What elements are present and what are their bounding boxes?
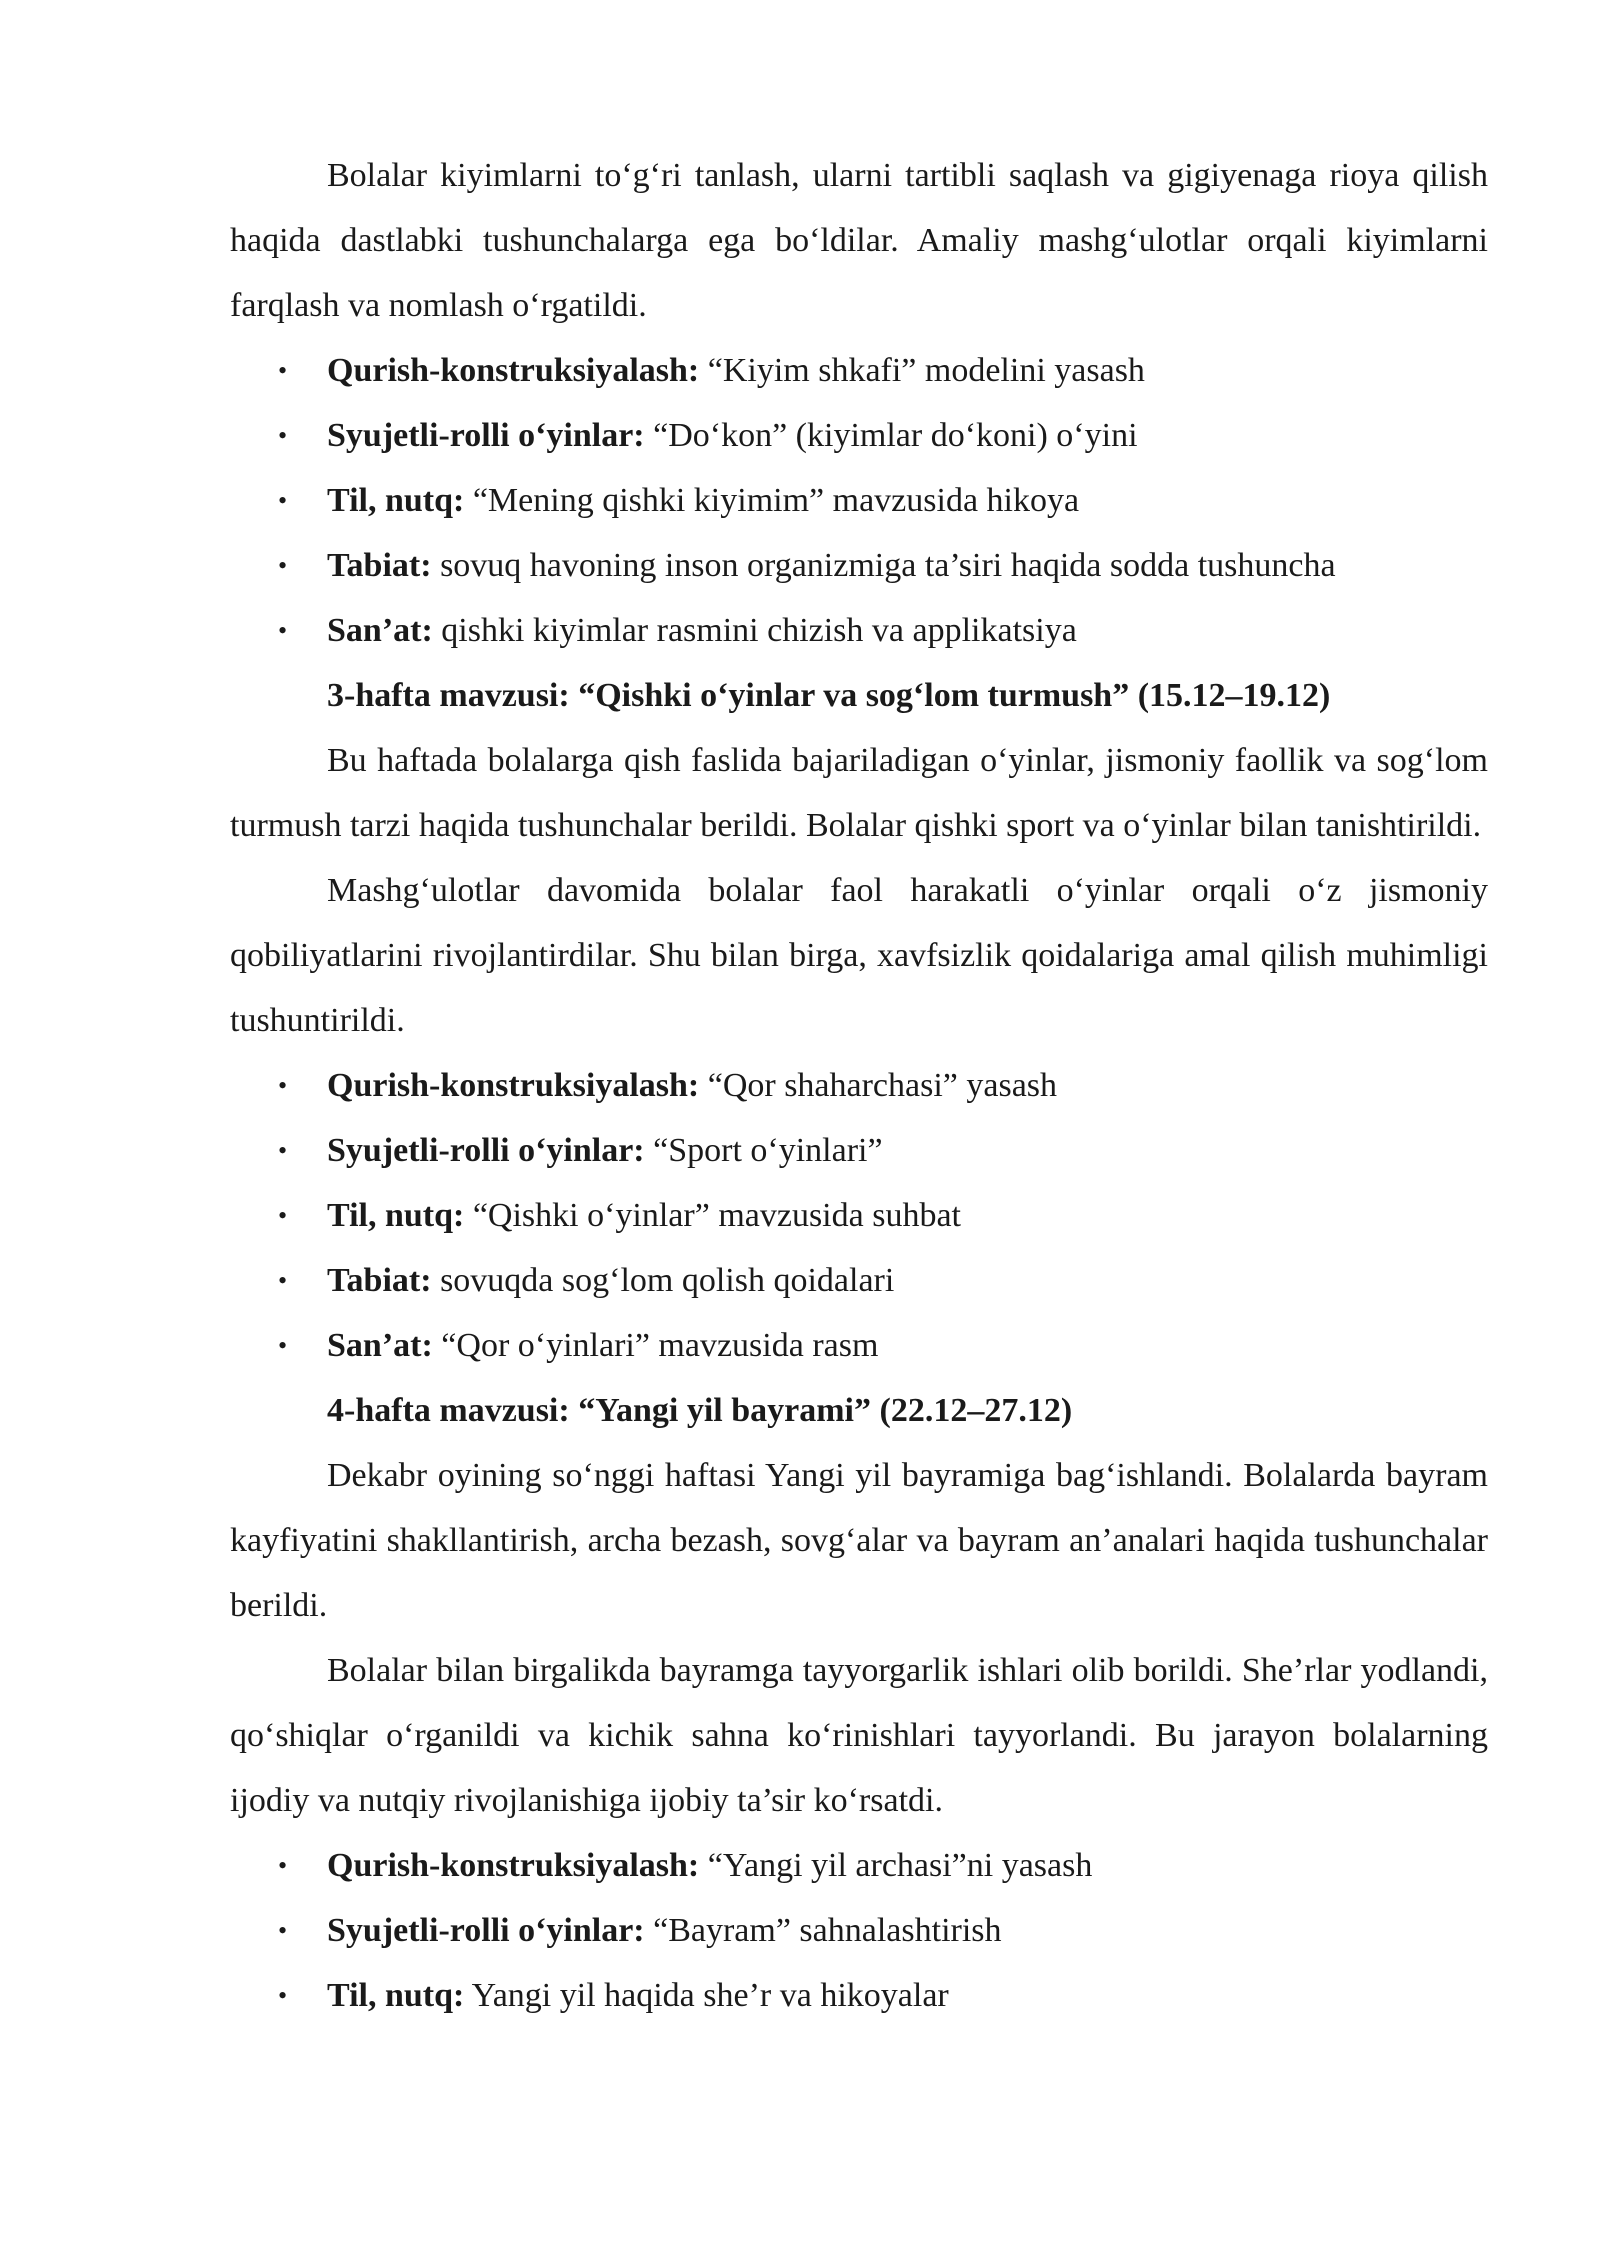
bullet-icon: • [278,616,288,645]
list-item-text: “Mening qishki kiyimim” mavzusida hikoya [464,482,1080,519]
list-item-text: “Sport o‘yinlari” [644,1132,883,1169]
paragraph: Mashg‘ulotlar davomida bolalar faol harakatli o‘yinlar orqali o‘z jismoniy qobiliyatlarini rivojlantirdilar. Shu bilan birga, xavfsizlik qoidalariga amal qilish muhimligi tushuntirildi. [230,872,1488,1039]
list-item-text: “Bayram” sahnalashtirish [644,1912,1002,1949]
section-heading: 3-hafta mavzusi: “Qishki o‘yinlar va sog‘lom turmush” (15.12–19.12) [327,677,1331,714]
paragraph: Bolalar kiyimlarni to‘g‘ri tanlash, ularni tartibli saqlash va gigiyenaga rioya qilish haqida dastlabki tushunchalarga ega bo‘ldilar. Amaliy mashg‘ulotlar orqali kiyimlarni farqlash va nomlash o‘rgatildi. [230,157,1488,324]
list-item [230,598,1488,663]
list-item [230,403,1488,468]
list-item-label: Qurish-konstruksiyalash: [327,352,700,389]
bullet-icon: • [278,1136,288,1165]
activity-list [230,338,1488,663]
list-item [230,533,1488,598]
list-item [230,1248,1488,1313]
list-item [230,1053,1488,1118]
list-item [230,338,1488,403]
bullet-icon: • [278,1916,288,1945]
document-body [230,143,1488,2028]
activity-list [230,1833,1488,2028]
list-item-text: Yangi yil haqida she’r va hikoyalar [464,1977,949,2014]
section-heading: 4-hafta mavzusi: “Yangi yil bayrami” (22.12–27.12) [327,1392,1073,1429]
list-item-label: Til, nutq: [327,482,465,519]
list-item [230,1963,1488,2028]
list-item [230,1183,1488,1248]
list-item-text: qishki kiyimlar rasmini chizish va applikatsiya [432,612,1077,649]
list-item-label: Syujetli-rolli o‘yinlar: [327,1912,645,1949]
paragraph: Dekabr oyining so‘nggi haftasi Yangi yil bayramiga bag‘ishlandi. Bolalarda bayram kayfiyatini shakllantirish, archa bezash, sovg‘alar va bayram an’analari haqida tushunchalar berildi. [230,1457,1488,1624]
bullet-icon: • [278,1981,288,2010]
bullet-icon: • [278,356,288,385]
list-item [230,1118,1488,1183]
activity-list [230,1053,1488,1378]
list-item-label: Qurish-konstruksiyalash: [327,1847,700,1884]
paragraph: Bolalar bilan birgalikda bayramga tayyorgarlik ishlari olib borildi. She’rlar yodlandi, qo‘shiqlar o‘rganildi va kichik sahna ko‘rinishlari tayyorlandi. Bu jarayon bolalarning ijodiy va nutqiy rivojlanishiga ijobiy ta’sir ko‘rsatdi. [230,1652,1488,1819]
bullet-icon: • [278,421,288,450]
list-item [230,1313,1488,1378]
list-item-text: “Qor shaharchasi” yasash [699,1067,1058,1104]
list-item-label: Syujetli-rolli o‘yinlar: [327,417,645,454]
list-item-text: “Do‘kon” (kiyimlar do‘koni) o‘yini [644,417,1138,454]
bullet-icon: • [278,551,288,580]
bullet-icon: • [278,1851,288,1880]
list-item-label: Til, nutq: [327,1977,465,2014]
list-item [230,1833,1488,1898]
list-item-label: San’at: [327,1327,433,1364]
list-item-label: Qurish-konstruksiyalash: [327,1067,700,1104]
bullet-icon: • [278,1331,288,1360]
list-item-label: Syujetli-rolli o‘yinlar: [327,1132,645,1169]
list-item-label: Til, nutq: [327,1197,465,1234]
list-item-text: sovuq havoning inson organizmiga ta’siri haqida sodda tushuncha [431,547,1336,584]
list-item-text: “Qishki o‘yinlar” mavzusida suhbat [464,1197,961,1234]
list-item-text: sovuqda sog‘lom qolish qoidalari [431,1262,895,1299]
bullet-icon: • [278,486,288,515]
list-item [230,1898,1488,1963]
list-item-text: “Yangi yil archasi”ni yasash [699,1847,1093,1884]
list-item-label: San’at: [327,612,433,649]
list-item-label: Tabiat: [327,547,432,584]
list-item [230,468,1488,533]
bullet-icon: • [278,1201,288,1230]
list-item-text: “Kiyim shkafi” modelini yasash [699,352,1145,389]
list-item-text: “Qor o‘yinlari” mavzusida rasm [432,1327,879,1364]
bullet-icon: • [278,1071,288,1100]
paragraph: Bu haftada bolalarga qish faslida bajariladigan o‘yinlar, jismoniy faollik va sog‘lom turmush tarzi haqida tushunchalar berildi. Bolalar qishki sport va o‘yinlar bilan tanishtirildi. [230,742,1488,844]
list-item-label: Tabiat: [327,1262,432,1299]
bullet-icon: • [278,1266,288,1295]
